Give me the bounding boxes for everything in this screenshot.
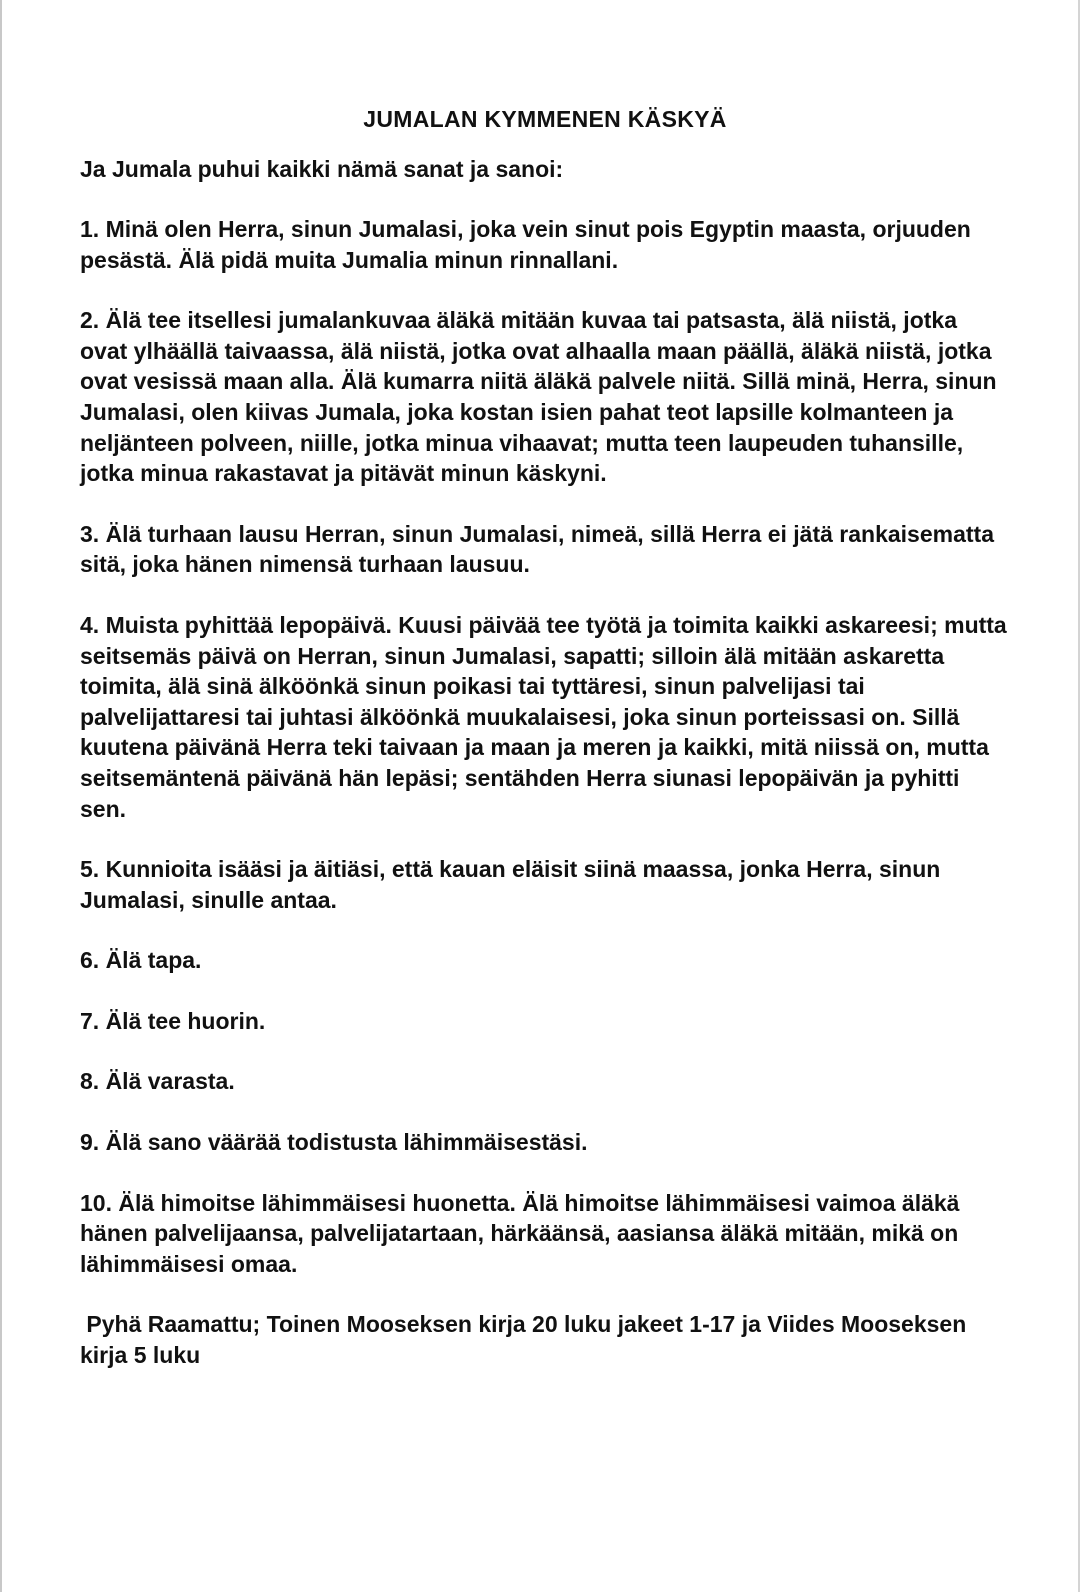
- commandment-8: 8. Älä varasta.: [80, 1068, 235, 1095]
- document-intro: Ja Jumala puhui kaikki nämä sanat ja sanoi:: [80, 156, 564, 182]
- commandment-10: 10. Älä himoitse lähimmäisesi huonetta. Älä himoitse lähimmäisesi vaimoa äläkä hänen palvelijaansa, palvelijatartaan, härkäänsä, aasiansa äläkä mitään, mikä on lähimmäisesi omaa.: [80, 1189, 960, 1277]
- commandment-3: 3. Älä turhaan lausu Herran, sinun Jumalasi, nimeä, sillä Herra ei jätä rankaisematta sitä, joka hänen nimensä turhaan lausuu.: [80, 520, 994, 578]
- commandment-2: 2. Älä tee itsellesi jumalankuvaa äläkä mitään kuvaa tai patsasta, älä niistä, jotka ovat ylhäällä taivaassa, älä niistä, jotka ovat alhaalla maan päällä, äläkä niistä, jotka ovat vesissä maan alla. Älä kumarra niitä äläkä palvele niitä. Sillä minä, Herra, sinun Jumalasi, olen kiivas Jumala, joka kostan isien pahat teot lapsille kolmanteen ja neljänteen polveen, niille, jotka minua vihaavat; mutta teen laupeuden tuhansille, jotka minua rakastavat ja pitävät minun käskyni.: [80, 307, 997, 487]
- document-body: [80, 104, 1010, 1371]
- commandment-6: 6. Älä tapa.: [80, 947, 202, 974]
- commandment-5: 5. Kunnioita isääsi ja äitiäsi, että kauan eläisit siinä maassa, jonka Herra, sinun Jumalasi, sinulle antaa.: [80, 856, 941, 913]
- page-edge-left: [0, 0, 2, 1592]
- document-source-citation: Pyhä Raamattu; Toinen Mooseksen kirja 20 luku jakeet 1-17 ja Viides Mooseksen kirja 5 luku: [80, 1311, 973, 1369]
- document-title: JUMALAN KYMMENEN KÄSKYÄ: [363, 106, 727, 132]
- commandment-4: 4. Muista pyhittää lepopäivä. Kuusi päivää tee työtä ja toimita kaikki askareesi; mutta seitsemäs päivä on Herran, sinun Jumalasi, sapatti; silloin älä mitään askaretta toimita, älä sinä älköönkä sinun poikasi tai tyttäresi, sinun palvelijasi tai palvelijattaresi tai juhtasi älköönkä muukalaisesi, joka sinun porteissasi on. Sillä kuutena päivänä Herra teki taivaan ja maan ja meren ja kaikki, mitä niissä on, mutta seitsemäntenä päivänä hän lepäsi; sentähden Herra siunasi lepopäivän ja pyhitti sen.: [80, 611, 1007, 822]
- commandment-7: 7. Älä tee huorin.: [80, 1007, 266, 1034]
- commandment-1: 1. Minä olen Herra, sinun Jumalasi, joka vein sinut pois Egyptin maasta, orjuuden pesästä. Älä pidä muita Jumalia minun rinnallani.: [80, 216, 971, 273]
- commandment-9: 9. Älä sano väärää todistusta lähimmäisestäsi.: [80, 1129, 588, 1156]
